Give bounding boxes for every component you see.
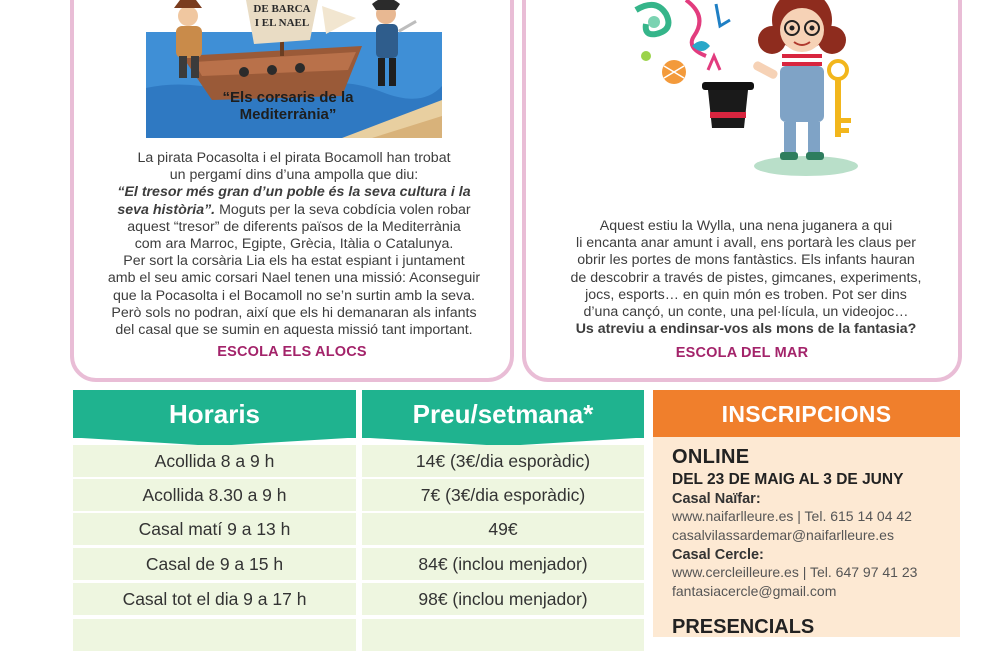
casal-naifar-email[interactable]: casalvilassardemar@naifarlleure.es [672,527,894,543]
illustration-title-line1: “Els corsaris de la [222,89,354,106]
poster-text-line1: DE BARCA [253,3,311,15]
story-line: del casal que se sumin en aquesta missió tant important. [115,322,473,339]
inscripcions-content [672,446,962,601]
story-quote-end: seva història”. [117,201,216,218]
story-line: Moguts per la seva cobdícia volen robar [215,201,471,218]
school-name-els-alocs: ESCOLA ELS ALOCS [217,344,367,360]
story-quote: “El tresor més gran d’un poble és la seva cultura i la [117,184,471,201]
table-row-partial [73,619,356,651]
camp-card-els-alocs [70,0,514,382]
presencials-title: PRESENCIALS [672,616,815,638]
pirate-ship-illustration [142,0,444,138]
story-line: Per sort la corsària Lia els ha estat espiant i juntament [123,253,465,270]
preu-cell: 7€ (3€/dia esporàdic) [362,479,644,511]
preu-cell: 49€ [362,513,644,545]
preu-cell: 84€ (inclou menjador) [362,548,644,580]
horari-cell: Casal tot el dia 9 a 17 h [73,583,356,615]
casal-cercle-email[interactable]: fantasiacercle@gmail.com [672,583,837,599]
wylla-girl-illustration [616,0,876,180]
story-text-els-alocs [84,150,504,339]
story-line: Aquest estiu la Wylla, una nena juganera a qui [599,218,893,234]
story-line: que la Pocasolta i el Bocamoll no se’n surtin amb la seva. [113,287,475,304]
story-line: Però sols no podran, així que els hi demanaran als infants [111,304,477,321]
story-line: li encanta anar amunt i avall, ens portarà les claus per [576,235,916,252]
casal-naifar-web-phone[interactable]: www.naifarlleure.es | Tel. 615 14 04 42 [672,508,912,524]
casal-cercle-name: Casal Cercle: [672,547,764,563]
online-dates: DEL 23 DE MAIG AL 3 DE JUNY [672,471,904,488]
poster-text-line2: I EL NAEL [254,17,310,29]
horari-cell: Casal de 9 a 15 h [73,548,356,580]
story-text-escola-del-mar [532,218,960,338]
story-line: d’una cançó, un conte, una pel·lícula, un videojoc… [583,304,909,321]
story-call-to-action: Us atreviu a endinsar-vos als mons de la fantasia? [575,321,917,338]
horari-cell: Casal matí 9 a 13 h [73,513,356,545]
story-line: aquest “tresor” de diferents països de la Mediterrània [127,218,461,235]
preu-header: Preu/setmana* [362,390,644,438]
horari-cell: Acollida 8.30 a 9 h [73,479,356,511]
table-row-partial [362,619,644,651]
inscripcions-header: INSCRIPCIONS [653,390,960,438]
story-line: jocs, esports… en quin món es troben. Pot ser dins [585,286,907,303]
casal-naifar-name: Casal Naïfar: [672,491,761,507]
preu-cell: 98€ (inclou menjador) [362,583,644,615]
story-line: un pergamí dins d’una ampolla que diu: [169,167,419,184]
story-line: amb el seu amic corsari Nael tenen una missió: Aconseguir [107,270,481,287]
school-name-escola-del-mar: ESCOLA DEL MAR [675,345,809,361]
online-title: ONLINE [672,446,750,468]
horaris-header: Horaris [73,390,356,438]
story-line: La pirata Pocasolta i el pirata Bocamoll han trobat [137,150,451,166]
illustration-title-line2: Mediterrània” [239,106,337,123]
story-line: de descobrir a través de pistes, gimcanes, experiments, [570,269,922,286]
preu-cell: 14€ (3€/dia esporàdic) [362,445,644,477]
horari-cell: Acollida 8 a 9 h [73,445,356,477]
story-line: com ara Marroc, Egipte, Grècia, Itàlia o Catalunya. [134,236,454,253]
casal-cercle-web-phone[interactable]: www.cercleilleure.es | Tel. 647 97 41 23 [672,564,918,580]
camp-card-escola-del-mar [522,0,962,382]
story-line: obrir les portes de mons fantàstics. Els infants hauran [577,252,915,269]
